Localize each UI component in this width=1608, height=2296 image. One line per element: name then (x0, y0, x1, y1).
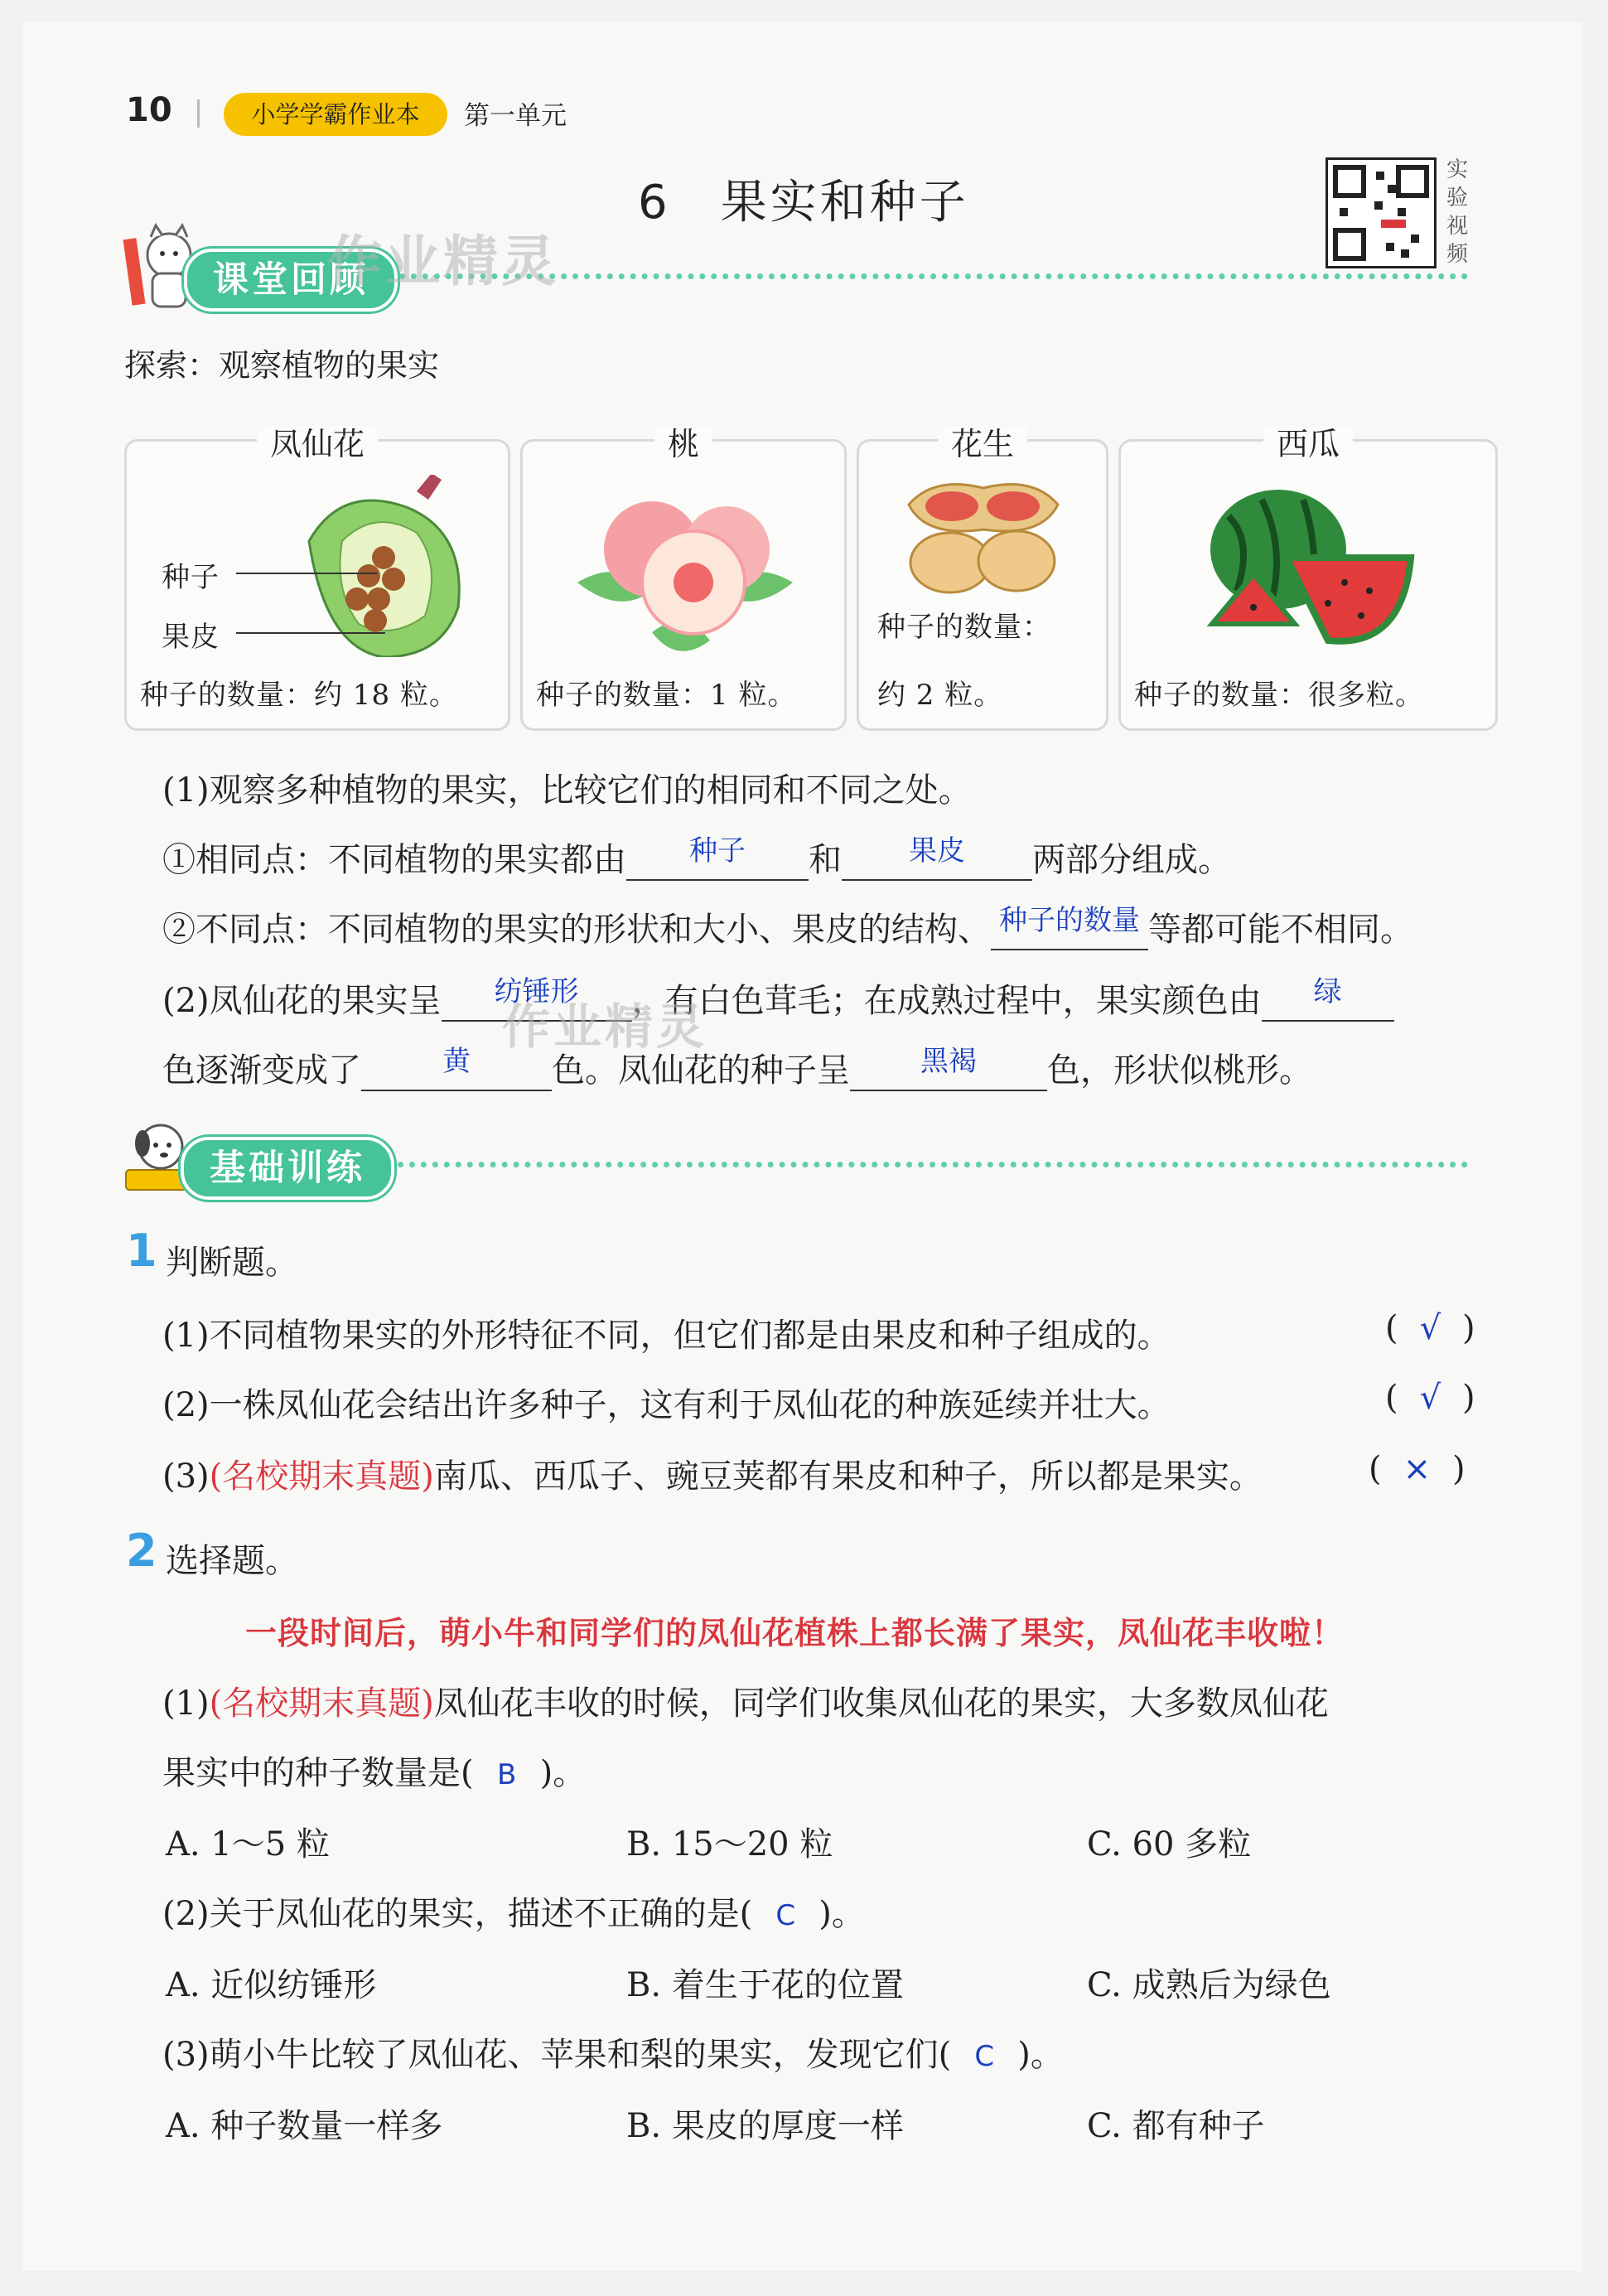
choice-answer[interactable]: C (974, 2040, 995, 2073)
fruit-card-watermelon (1118, 426, 1498, 731)
answer-blank[interactable]: 果皮 (842, 841, 1032, 881)
source-tag: (名校期末真题) (209, 1685, 434, 1723)
card-title: 花生 (938, 426, 1027, 462)
judge-item: (2)一株凤仙花会结出许多种子，这有利于凤仙花的种族延续并壮大。 (162, 1386, 1171, 1424)
seed-count-caption: 种子的数量：很多粒。 (1134, 679, 1424, 712)
unit-label: 第一单元 (464, 101, 567, 131)
watermark: 作业精灵 (502, 998, 708, 1055)
lesson-title: 6 果实和种子 (638, 176, 969, 230)
choice-q2: (2)关于凤仙花的果实，描述不正确的是( C )。 (162, 1895, 865, 1933)
answer-blank[interactable]: 纺锤形 (442, 982, 632, 1022)
qr-label: 实验视频 (1446, 157, 1469, 267)
story-text: 一段时间后，萌小牛和同学们的凤仙花植株上都长满了果实，凤仙花丰收啦！ (245, 1614, 1345, 1651)
impatiens-fruit-illustration (292, 475, 483, 657)
question-title: 判断题。 (166, 1244, 298, 1282)
watermark: 作业精灵 (327, 230, 559, 293)
judge-answer-box[interactable]: ( × ) (1369, 1450, 1466, 1488)
choice-q3: (3)萌小牛比较了凤仙花、苹果和梨的果实，发现它们( C )。 (162, 2036, 1064, 2074)
option-a: A. 1～5 粒 (166, 1825, 330, 1863)
judge-answer-box[interactable]: ( √ ) (1385, 1379, 1475, 1417)
review-q1b: ②不同点：不同植物的果实的形状和大小、果皮的结构、 $^{种子的数量}$ 等都可能不相同。 (162, 904, 1413, 949)
basic-banner: 基础训练 (181, 1137, 394, 1200)
option-b: B. 着生于花的位置 (626, 1966, 904, 2004)
qr-code-icon[interactable] (1326, 157, 1437, 268)
seed-count-caption: 种子的数量：约 18 粒。 (140, 679, 458, 712)
choice-q1-line1: (1)(名校期末真题)凤仙花丰收的时候，同学们收集凤仙花的果实，大多数凤仙花 (162, 1685, 1329, 1723)
choice-answer[interactable]: C (775, 1899, 796, 1932)
header-divider (197, 99, 200, 128)
review-q2-line2: 色逐渐变成了 $^黄$ 色。凤仙花的种子呈 $^{黑褐}$ 色，形状似桃形。 (162, 1045, 1312, 1090)
judge-answer-box[interactable]: ( √ ) (1385, 1309, 1475, 1347)
question-number: 1 (126, 1225, 157, 1277)
seed-count-caption-line2: 约 2 粒。 (877, 679, 1003, 712)
option-c: C. 60 多粒 (1087, 1825, 1252, 1863)
answer-blank[interactable]: 种子的数量 (991, 911, 1148, 950)
label-seed: 种子 (162, 561, 220, 594)
seed-count-caption: 种子的数量：1 粒。 (536, 679, 797, 712)
fruit-card-impatiens (124, 426, 510, 731)
answer-blank[interactable]: 种子 (626, 841, 809, 881)
judge-item: (1)不同植物果实的外形特征不同，但它们都是由果皮和种子组成的。 (162, 1317, 1171, 1355)
choice-q1-line2: 果实中的种子数量是( B )。 (162, 1754, 587, 1792)
seed-leader-line (236, 573, 377, 574)
judge-item: (3)(名校期末真题)南瓜、西瓜子、豌豆荚都有果皮和种子，所以都是果实。 (162, 1457, 1263, 1496)
option-c: C. 成熟后为绿色 (1087, 1966, 1331, 2004)
review-q1: (1)观察多种植物的果实，比较它们的相同和不同之处。 (162, 771, 972, 810)
review-q1a: ①相同点：不同植物的果实都由 $^{种子}$ 和 $^{果皮}$ 两部分组成。 (162, 834, 1231, 879)
peanut-illustration (901, 471, 1066, 596)
question-title: 选择题。 (166, 1542, 298, 1580)
review-q2-line1: (2)凤仙花的果实呈 $^{纺锤形}$ ，有白色茸毛；在成熟过程中，果实颜色由 $^绿$ (162, 974, 1394, 1022)
page-number: 10 (126, 91, 172, 129)
option-a: A. 近似纺锤形 (166, 1966, 377, 2004)
section-divider (399, 273, 1468, 279)
option-a: A. 种子数量一样多 (166, 2107, 443, 2145)
explore-heading: 探索：观察植物的果实 (124, 347, 440, 384)
option-b: B. 果皮的厚度一样 (626, 2107, 904, 2145)
label-peel: 果皮 (162, 621, 220, 654)
answer-blank[interactable]: 黄 (361, 1051, 552, 1091)
peach-illustration (569, 491, 801, 657)
source-tag: (名校期末真题) (209, 1457, 434, 1496)
book-name-badge: 小学学霸作业本 (224, 93, 447, 136)
fruit-card-peanut (857, 426, 1108, 731)
section-divider (398, 1162, 1468, 1167)
review-banner: 课堂回顾 (184, 249, 398, 312)
choice-answer[interactable]: B (496, 1758, 517, 1791)
answer-blank[interactable]: 绿 (1262, 982, 1394, 1022)
question-number: 2 (126, 1525, 157, 1577)
card-title: 西瓜 (1263, 426, 1353, 462)
option-b: B. 15～20 粒 (626, 1825, 833, 1863)
card-title: 桃 (654, 426, 712, 462)
card-title: 凤仙花 (257, 426, 378, 462)
answer-blank[interactable]: 黑褐 (850, 1051, 1047, 1091)
watermelon-illustration (1204, 483, 1419, 649)
fruit-card-peach (520, 426, 847, 731)
option-c: C. 都有种子 (1087, 2107, 1265, 2145)
peel-leader-line (236, 632, 385, 634)
seed-count-caption-line1: 种子的数量： (877, 611, 1051, 644)
